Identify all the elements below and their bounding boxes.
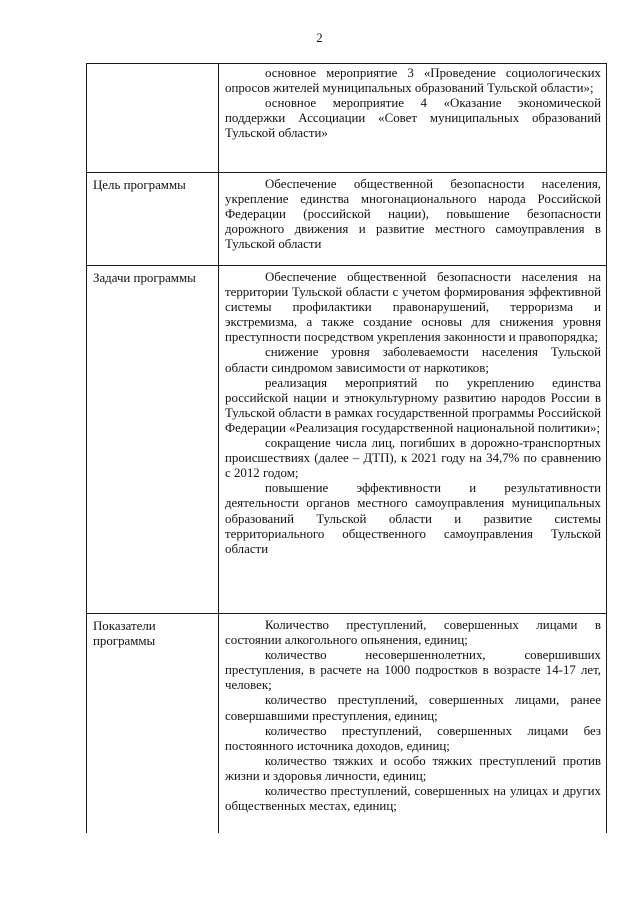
paragraph: Обеспечение общественной безопасности населения, укрепление единства многонационального народа Российской Федерации (российской нации), повышение безопасности дорожного движения и развитие местного самоуправления в Тульской области: [225, 177, 601, 252]
row-content: [219, 173, 607, 266]
paragraph: количество тяжких и особо тяжких преступлений против жизни и здоровья личности, единиц;: [225, 753, 601, 783]
row-content: [219, 614, 607, 834]
paragraph: количество несовершеннолетних, совершивших преступления, в расчете на 1000 подростков в возрасте 14-17 лет, человек;: [225, 648, 601, 693]
program-passport-table: [86, 63, 607, 833]
paragraph: реализация мероприятий по укреплению единства российской нации и этнокультурному развитию народов России в Тульской области в рамках государственной программы Российской Федерации «Реализация государственной национальной политики»;: [225, 375, 601, 435]
page-number: 2: [316, 31, 323, 45]
paragraph: основное мероприятие 4 «Оказание экономической поддержки Ассоциации «Совет муниципальных образований Тульской области»: [225, 96, 601, 141]
table-row: [87, 614, 607, 834]
row-label: Задачи программы: [87, 266, 219, 614]
table-row: [87, 266, 607, 614]
paragraph: повышение эффективности и результативности деятельности органов местного самоуправления муниципальных образований Тульской области и развитие системы территориального общественного самоуправления Тульской области: [225, 481, 601, 556]
row-label: Цель программы: [87, 173, 219, 266]
paragraph: количество преступлений, совершенных лицами без постоянного источника доходов, единиц;: [225, 723, 601, 753]
row-content: [219, 266, 607, 614]
paragraph: количество преступлений, совершенных лицами, ранее совершавшими преступления, единиц;: [225, 693, 601, 723]
table-row: [87, 173, 607, 266]
paragraph: сокращение числа лиц, погибших в дорожно-транспортных происшествиях (далее – ДТП), к 2021 году на 34,7% по сравнению с 2012 годом;: [225, 436, 601, 481]
paragraph: Обеспечение общественной безопасности населения на территории Тульской области с учетом формирования эффективной системы профилактики правонарушений, терроризма и экстремизма, а также создание основы для снижения уровня преступности посредством укрепления законности и правопорядка;: [225, 270, 601, 345]
row-label: [87, 64, 219, 173]
paragraph: основное мероприятие 3 «Проведение социологических опросов жителей муниципальных образований Тульской области»;: [225, 66, 601, 96]
table-row: [87, 64, 607, 173]
row-content: [219, 64, 607, 173]
paragraph: снижение уровня заболеваемости населения Тульской области синдромом зависимости от наркотиков;: [225, 345, 601, 375]
row-label: Показатели программы: [87, 614, 219, 834]
paragraph: количество преступлений, совершенных на улицах и других общественных местах, единиц;: [225, 784, 601, 814]
paragraph: Количество преступлений, совершенных лицами в состоянии алкогольного опьянения, единиц;: [225, 618, 601, 648]
